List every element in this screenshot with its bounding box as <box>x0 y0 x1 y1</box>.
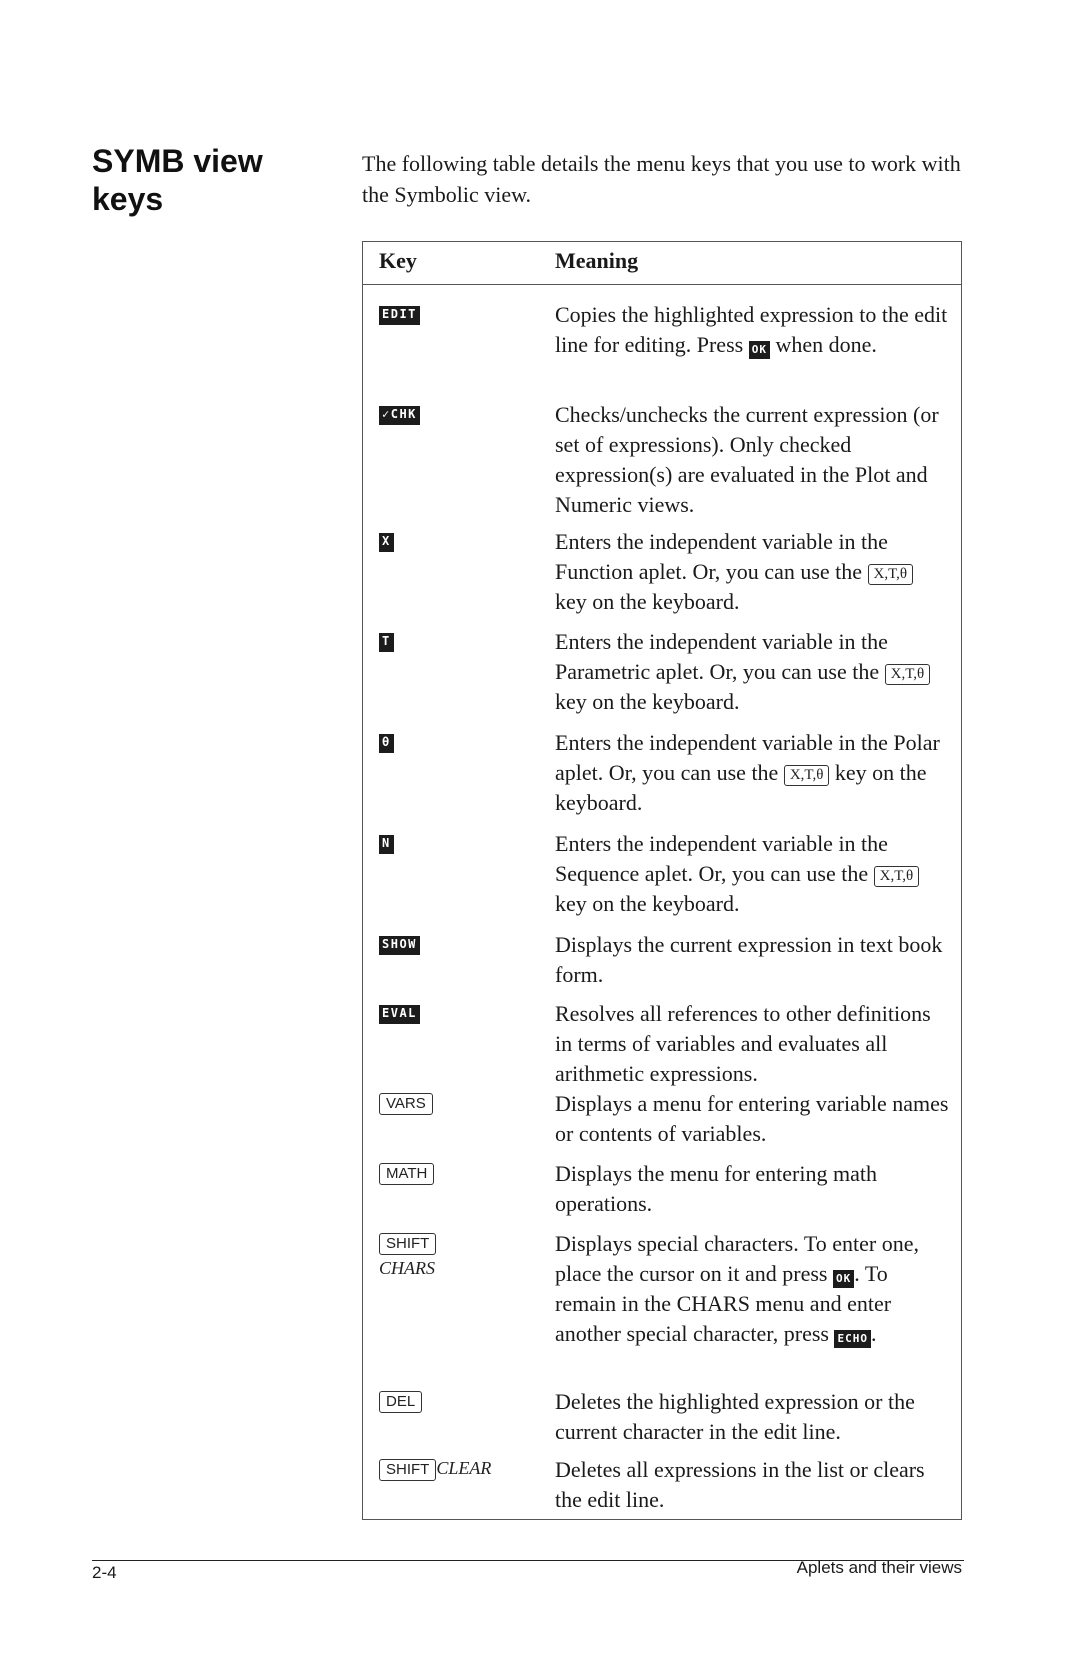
theta-softkey: θ <box>379 734 394 753</box>
table-header-row <box>363 242 961 285</box>
show-softkey: SHOW <box>379 936 420 955</box>
header-key: Key <box>379 248 417 273</box>
x-softkey: X <box>379 533 394 552</box>
n-softkey: N <box>379 835 394 854</box>
section-heading-line-1: SYMB view <box>92 143 263 179</box>
t-softkey: T <box>379 633 394 652</box>
meaning-text: Displays the current expression in text book form. <box>555 932 943 987</box>
xttheta-key: X,T,θ <box>784 765 830 786</box>
meaning-text: Checks/unchecks the current expression (or set of expressions). Only checked expression(s) are evaluated in the Plot and Numeric views. <box>555 402 939 517</box>
section-heading-line-2: keys <box>92 181 164 217</box>
math-key: MATH <box>379 1163 434 1185</box>
vars-key: VARS <box>379 1093 433 1115</box>
intro-paragraph: The following table details the menu keys that you use to work with the Symbolic view. <box>362 151 961 207</box>
meaning-text: Enters the independent variable in the Function aplet. Or, you can use the X,T,θ key on the keyboard. <box>555 527 950 617</box>
meaning-text: Deletes all expressions in the list or clears the edit line. <box>555 1457 925 1512</box>
xttheta-key: X,T,θ <box>868 564 914 585</box>
ok-softkey: OK <box>749 341 770 359</box>
xttheta-key: X,T,θ <box>874 866 920 887</box>
meaning-text: Displays a menu for entering variable names or contents of variables. <box>555 1091 949 1146</box>
meaning-text: Displays the menu for entering math operations. <box>555 1161 877 1216</box>
shift-key: SHIFT <box>379 1233 436 1255</box>
xttheta-key: X,T,θ <box>885 664 931 685</box>
meaning-text: Enters the independent variable in the Parametric aplet. Or, you can use the X,T,θ key on the keyboard. <box>555 627 950 717</box>
page-number: 2-4 <box>92 1563 117 1582</box>
eval-softkey: EVAL <box>379 1005 420 1024</box>
meaning-text: Enters the independent variable in the Sequence aplet. Or, you can use the X,T,θ key on the keyboard. <box>555 829 950 919</box>
menu-keys-table <box>362 241 962 1520</box>
meaning-text: Copies the highlighted expression to the edit line for editing. Press OK when done. <box>555 302 948 357</box>
shift-key: SHIFT <box>379 1459 436 1481</box>
chars-label: CHARS <box>379 1258 435 1278</box>
del-key: DEL <box>379 1391 422 1413</box>
echo-softkey: ECHO <box>834 1330 871 1348</box>
check-softkey: ✓CHK <box>379 406 420 425</box>
edit-softkey: EDIT <box>379 306 420 325</box>
clear-label: CLEAR <box>436 1458 492 1478</box>
meaning-text: Displays special characters. To enter one, place the cursor on it and press OK . To remain in the CHARS menu and enter another special character, press ECHO . <box>555 1231 919 1346</box>
header-meaning: Meaning <box>555 248 639 273</box>
meaning-text: Deletes the highlighted expression or the current character in the edit line. <box>555 1389 915 1444</box>
meaning-text: Resolves all references to other definitions in terms of variables and evaluates all arithmetic expressions. <box>555 1001 931 1086</box>
meaning-text: Enters the independent variable in the Polar aplet. Or, you can use the X,T,θ key on the keyboard. <box>555 730 940 815</box>
ok-softkey: OK <box>833 1270 854 1288</box>
running-footer-title: Aplets and their views <box>796 1558 962 1577</box>
section-heading <box>92 142 322 218</box>
